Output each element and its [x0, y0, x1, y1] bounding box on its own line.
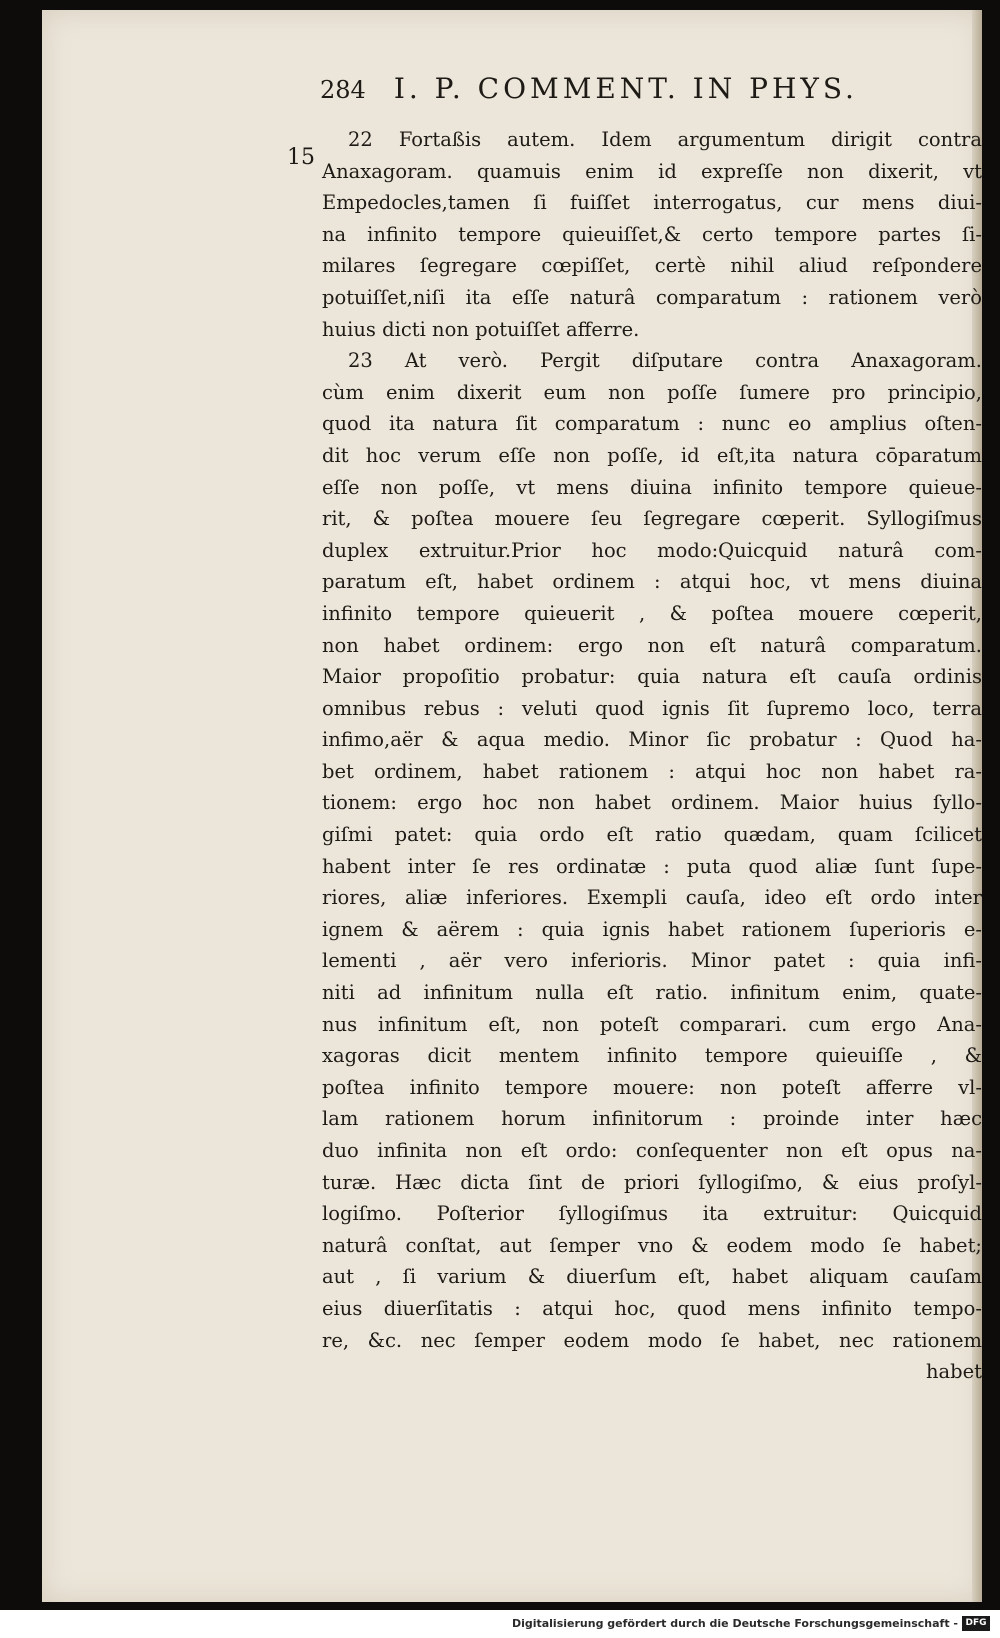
text-line: infinito tempore quieuerit , & poſtea mouere cœperit,	[322, 601, 982, 625]
running-title: I. P. COMMENT. IN PHYS.	[393, 72, 858, 105]
text-line: turæ. Hæc dicta ſint de priori ſyllogiſmo, & eius proſyl-	[322, 1170, 982, 1194]
text-line: milares ſegregare cœpiſſet, certè nihil aliud reſpondere	[322, 254, 982, 278]
text-line: riores, aliæ inferiores. Exempli cauſa, ideo eſt ordo inter	[322, 886, 982, 910]
text-line: cùm enim dixerit eum non poſſe ſumere pro principio,	[322, 380, 982, 404]
text-line: 22 Fortaßis autem. Idem argumentum dirigit contra	[348, 128, 982, 151]
text-line: giſmi patet: quia ordo eſt ratio quædam, quam ſcilicet	[322, 823, 982, 847]
text-line: nus infinitum eſt, non poteſt comparari. cum ergo Ana-	[322, 1012, 982, 1036]
text-line: potuiſſet,niſi ita eſſe naturâ comparatum : rationem verò	[322, 285, 982, 309]
text-line: Empedocles,tamen ſi fuiſſet interrogatus, cur mens diui-	[322, 191, 982, 215]
text-line: omnibus rebus : veluti quod ignis ſit ſupremo loco, terra	[322, 696, 982, 720]
text-line: na infinito tempore quieuiſſet,& certo tempore partes ſi-	[322, 222, 982, 246]
digitization-footer	[0, 1612, 1000, 1638]
page-number: 284	[320, 76, 366, 104]
text-line: duplex extruitur.Prior hoc modo:Quicquid naturâ com-	[322, 538, 982, 562]
text-line: ignem & aërem : quia ignis habet rationem ſuperioris e-	[322, 917, 982, 941]
text-line: duo infinita non eſt ordo: conſequenter non eſt opus na-	[322, 1139, 982, 1162]
text-line: eius diuerſitatis : atqui hoc, quod mens infinito tempo-	[322, 1296, 982, 1320]
text-line: paratum eſt, habet ordinem : atqui hoc, vt mens diuina	[322, 570, 982, 594]
margin-line-number: 15	[287, 145, 315, 170]
text-line: non habet ordinem: ergo non eſt naturâ comparatum.	[322, 633, 982, 657]
text-line: re, &c. nec ſemper eodem modo ſe habet, nec rationem	[322, 1328, 982, 1352]
text-line: Maior propoſitio probatur: quia natura eſt cauſa ordinis	[322, 665, 982, 689]
text-line: infimo,aër & aqua medio. Minor ſic probatur : Quod ha-	[322, 728, 982, 752]
text-line: bet ordinem, habet rationem : atqui hoc non habet ra-	[322, 759, 982, 783]
text-line: huius dicti non potuiſſet afferre.	[322, 317, 640, 341]
text-line: habent inter ſe res ordinatæ : puta quod aliæ ſunt ſupe-	[322, 854, 982, 878]
text-line: lementi , aër vero inferioris. Minor patet : quia infi-	[322, 949, 982, 973]
text-line: quod ita natura ſit comparatum : nunc eo amplius oſten-	[322, 412, 982, 436]
text-line: logiſmo. Poſterior ſyllogiſmus ita extruitur: Quicquid	[322, 1202, 982, 1226]
running-head	[320, 72, 900, 105]
text-line: lam rationem horum infinitorum : proinde inter hæc	[322, 1107, 982, 1131]
text-line: aut , ſi varium & diuerſum eſt, habet aliquam cauſam	[322, 1265, 982, 1289]
text-line: dit hoc verum eſſe non poſſe, id eſt,ita natura cōparatum	[322, 443, 982, 467]
text-line: tionem: ergo hoc non habet ordinem. Maior huius ſyllo-	[322, 791, 982, 815]
text-line: naturâ conſtat, aut ſemper vno & eodem modo ſe habet;	[322, 1233, 982, 1257]
text-line: xagoras dicit mentem infinito tempore quieuiſſe , &	[322, 1044, 982, 1068]
text-line: Anaxagoram. quamuis enim id expreſſe non dixerit, vt	[322, 159, 982, 183]
text-line: poſtea infinito tempore mouere: non poteſt afferre vl-	[322, 1075, 982, 1099]
text-line: eſſe non poſſe, vt mens diuina infinito tempore quieue-	[322, 475, 982, 499]
dfg-logo: DFG	[962, 1616, 990, 1631]
funding-credit: Digitalisierung gefördert durch die Deutsche Forschungsgemeinschaft -	[511, 1617, 958, 1630]
text-line: rit, & poſtea mouere ſeu ſegregare cœperit. Syllogiſmus	[322, 507, 982, 531]
commentary-text	[322, 124, 982, 1388]
text-line: 23 At verò. Pergit diſputare contra Anaxagoram.	[348, 349, 982, 373]
catchword: habet	[925, 1360, 982, 1384]
text-line: niti ad infinitum nulla eſt ratio. infinitum enim, quate-	[322, 981, 982, 1005]
